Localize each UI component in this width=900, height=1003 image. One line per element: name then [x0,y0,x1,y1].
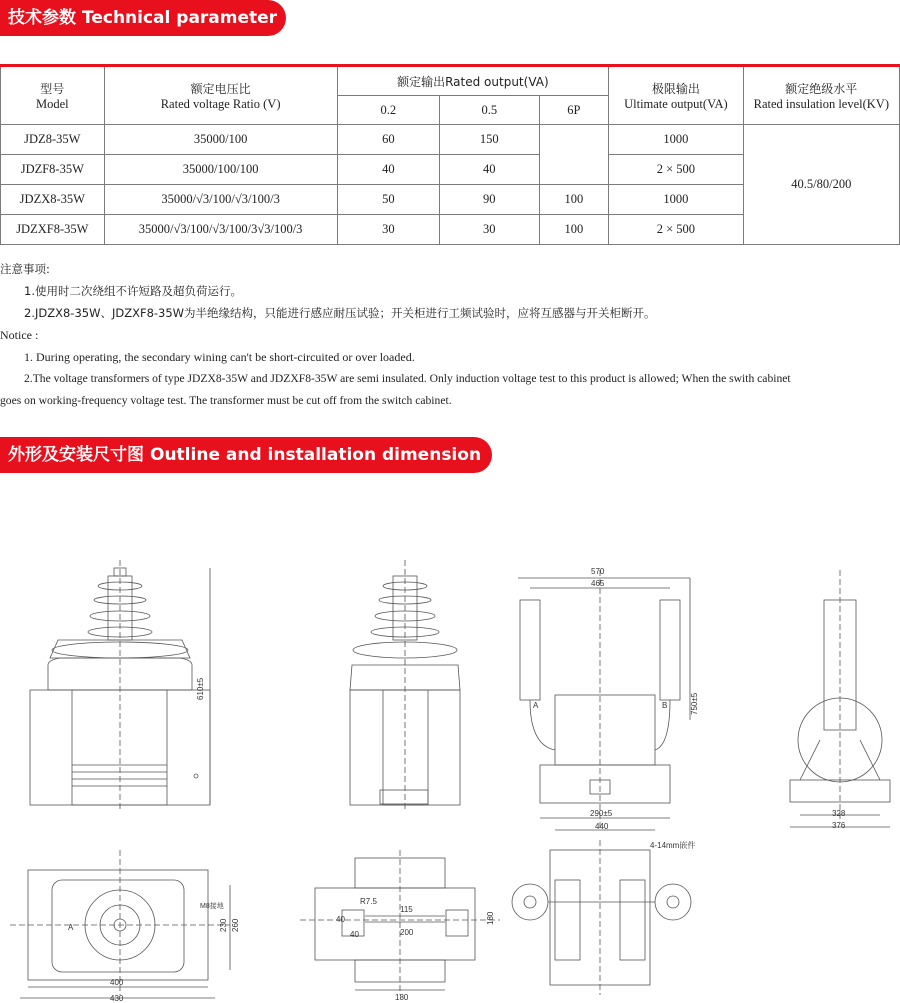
table-row: JDZXF8-35W 35000/√3/100/√3/100/3√3/100/3 30 30 100 2 × 500 [1,215,900,245]
svg-text:115: 115 [400,905,413,914]
svg-text:200: 200 [400,928,414,937]
svg-text:180: 180 [395,993,409,1002]
top-view-1-drawing [10,850,230,998]
svg-text:290±5: 290±5 [590,809,613,818]
table-row: JDZX8-35W 35000/√3/100/√3/100/3 50 90 100 1000 [1,185,900,215]
svg-text:376: 376 [832,821,846,830]
svg-text:M8接地: M8接地 [200,903,224,910]
top-view-2-drawing [512,840,691,995]
col-o02: 0.2 [337,96,439,125]
col-model: 型号 Model [1,66,105,125]
end-view-drawing [790,570,890,827]
svg-text:A: A [68,923,74,932]
notes-en-title: Notice : [0,328,39,342]
svg-text:R7.5: R7.5 [360,897,377,906]
base-plate-drawing [300,850,500,995]
svg-text:465: 465 [591,579,605,588]
svg-text:400: 400 [110,978,124,987]
double-bushing-drawing [518,570,690,830]
svg-text:B: B [662,701,668,710]
note-en-1: 1. During operating, the secondary wining can't be short-circuited or over loaded. [24,350,415,364]
svg-text:A: A [533,701,539,710]
svg-text:440: 440 [595,822,609,831]
table-row: JDZ8-35W 35000/100 60 150 1000 40.5/80/200 [1,125,900,155]
note-en-2a: 2.The voltage transformers of type JDZX8-35W and JDZXF8-35W are semi insulated. Only induction voltage test to this product is allowed; When the swith cabinet [24,372,791,385]
note-cn-1: 1.使用时二次绕组不许短路及超负荷运行。 [24,284,242,298]
notes [0,258,900,412]
svg-text:40: 40 [336,915,345,924]
col-ratio: 额定电压比 Rated voltage Ratio (V) [104,66,337,125]
front-view-drawing [30,560,210,810]
svg-text:40: 40 [350,930,359,939]
note-en-2b: goes on working-frequency voltage test. The transformer must be cut off from the switch cabinet. [0,394,452,407]
svg-text:328: 328 [832,809,846,818]
svg-text:750±5: 750±5 [690,692,699,715]
col-output: 额定输出Rated output(VA) [337,66,609,96]
svg-text:4-14mm嵌件: 4-14mm嵌件 [650,841,696,850]
col-o05: 0.5 [440,96,539,125]
svg-text:230: 230 [219,918,228,932]
notes-cn-title: 注意事项: [0,262,50,276]
note-cn-2: 2.JDZX8-35W、JDZXF8-35W为半绝缘结构，只能进行感应耐压试验；开关柜进行工频试验时，应将互感器与开关柜断开。 [24,306,656,320]
header-cn: 技术参数 [8,8,76,28]
side-view-drawing [350,560,460,810]
header-en: Outline and installation dimension [150,445,482,465]
header-cn: 外形及安装尺寸图 [8,445,144,465]
insulation-value: 40.5/80/200 [743,125,899,245]
table-row: JDZF8-35W 35000/100/100 40 40 2 × 500 [1,155,900,185]
parameter-table [0,64,900,245]
svg-text:260: 260 [231,918,240,932]
col-insulation: 额定绝级水平 Rated insulation level(KV) [743,66,899,125]
svg-text:570: 570 [591,567,605,576]
outline-drawings [0,540,900,1003]
svg-text:180: 180 [486,911,495,925]
svg-text:430: 430 [110,994,124,1003]
svg-text:610±5: 610±5 [196,677,205,700]
section-header-technical [0,0,286,36]
col-ultimate: 极限输出 Ultimate output(VA) [609,66,743,125]
header-en: Technical parameter [82,8,278,28]
section-header-outline [0,437,492,473]
col-o6p: 6P [539,96,609,125]
